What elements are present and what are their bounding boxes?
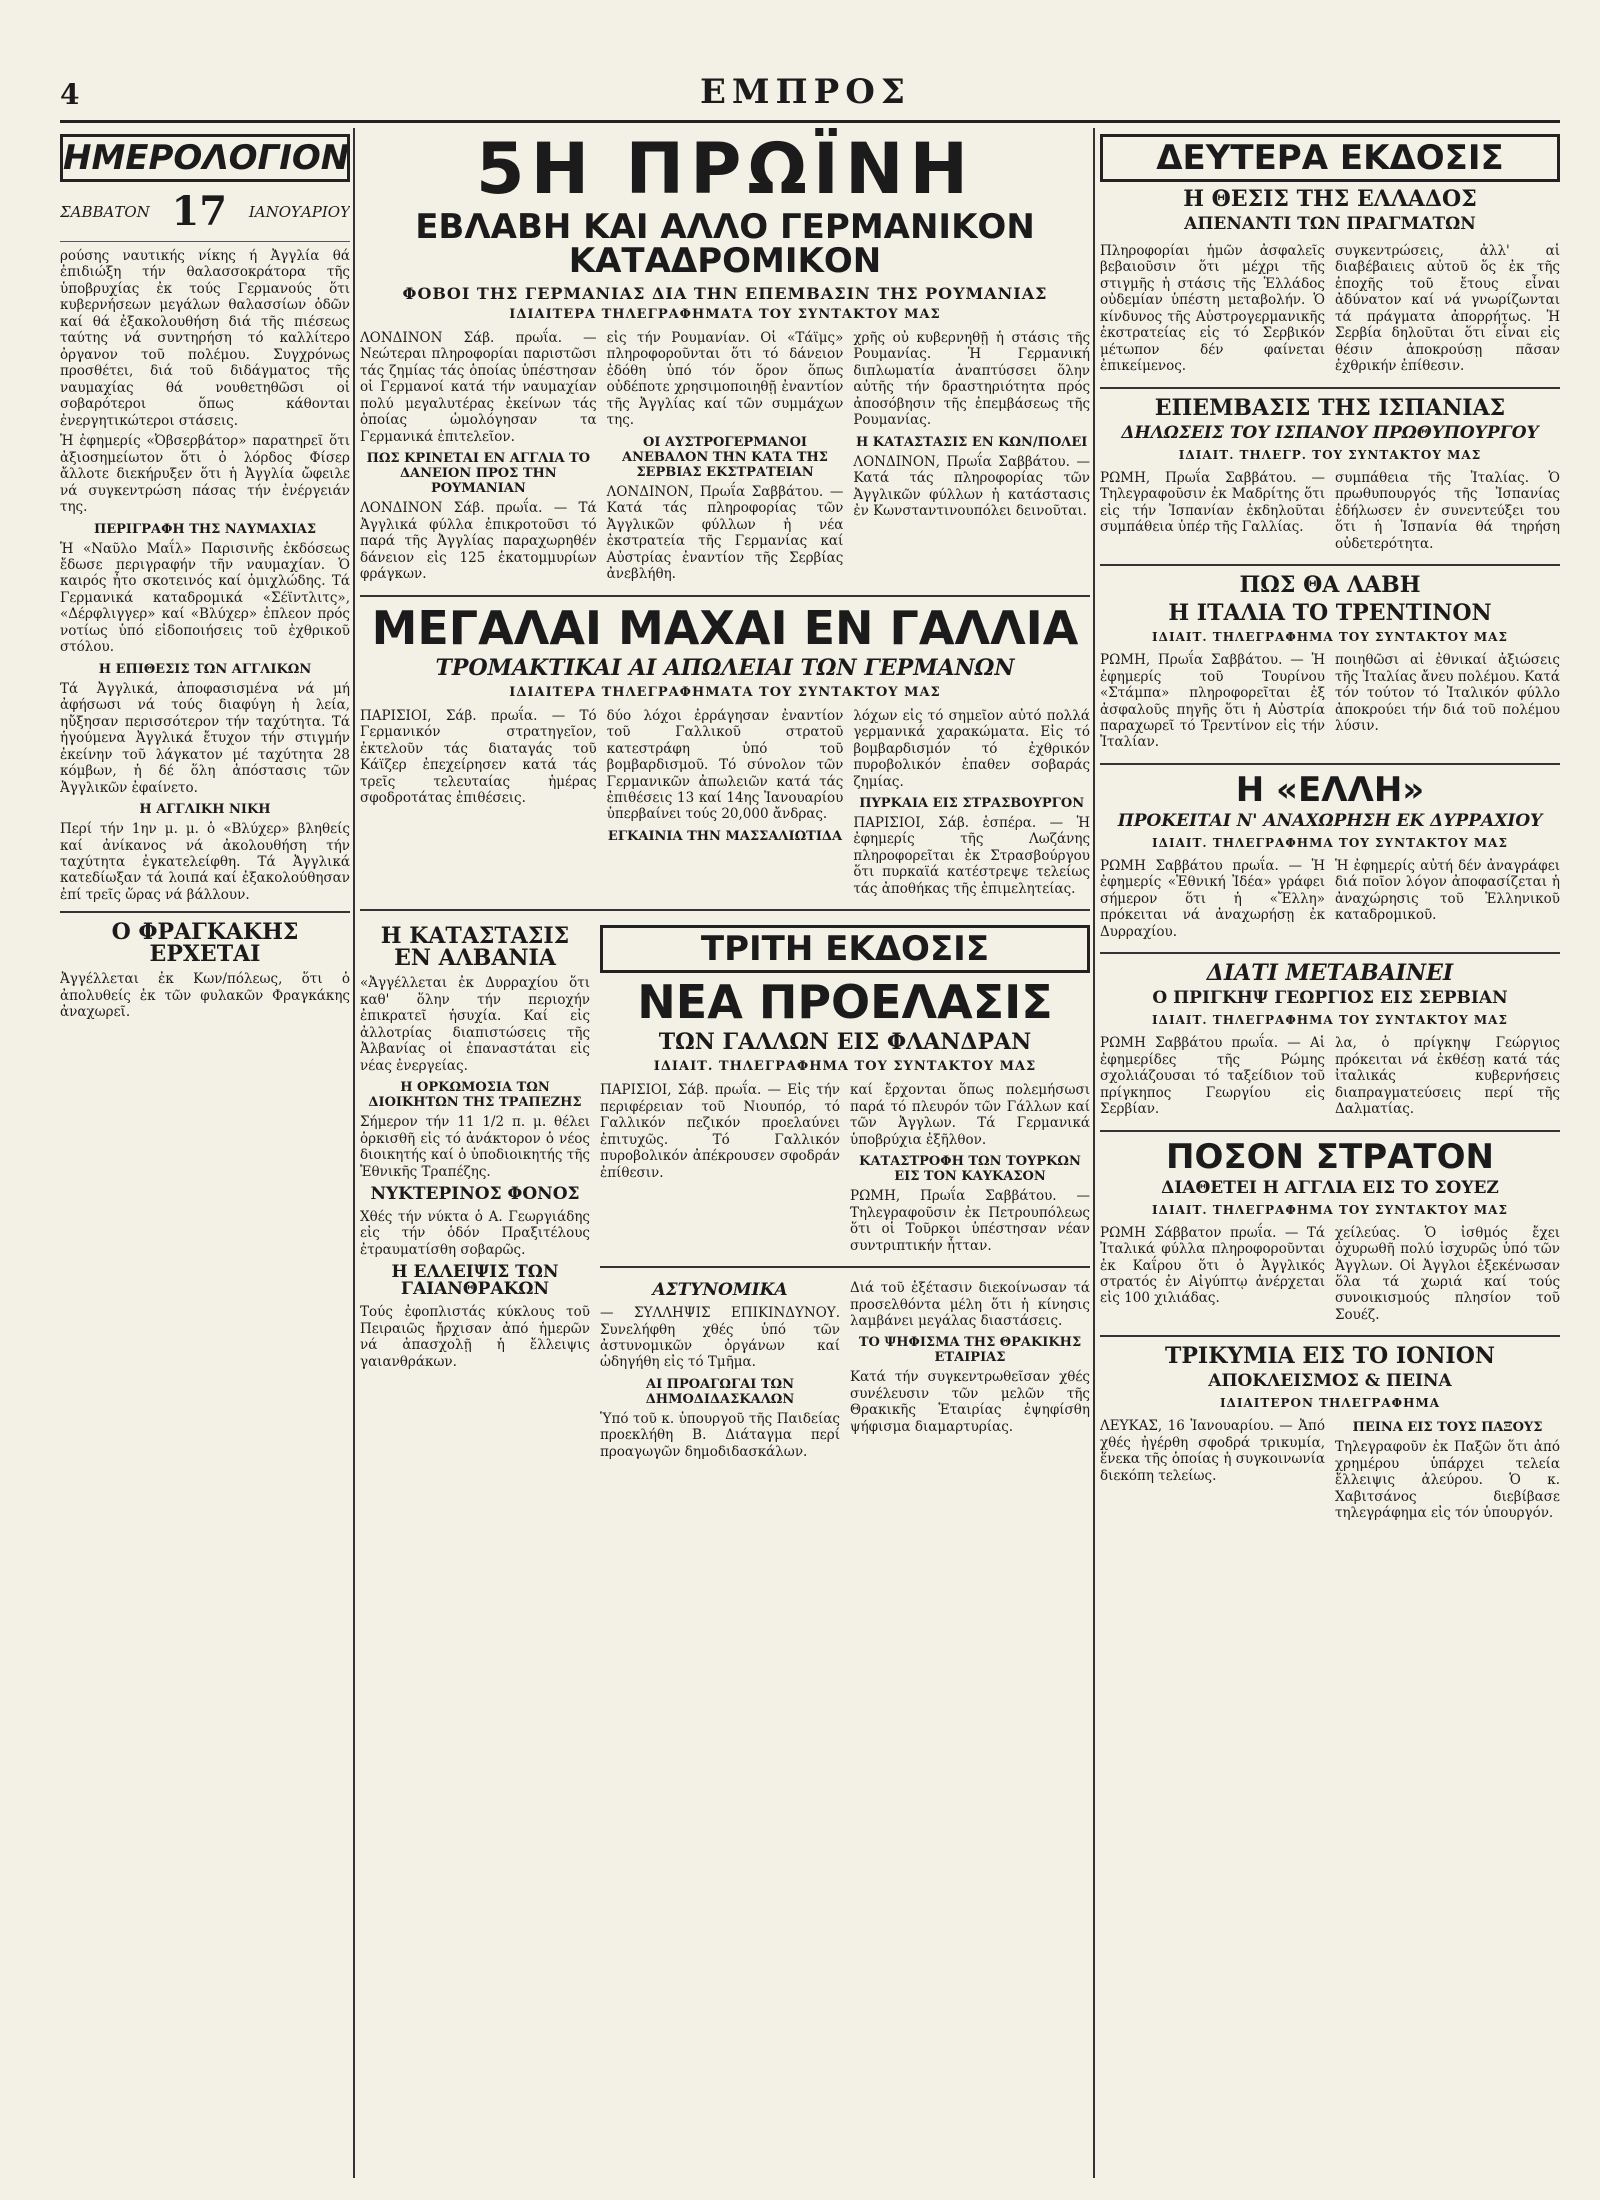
article-headline: ΠΟΣΟΝ ΣΤΡΑΤΟΝ (1166, 1136, 1494, 1177)
section-heading: ΚΑΤΑΣΤΡΟΦΗ ΤΩΝ ΤΟΥΡΚΩΝ ΕΙΣ ΤΟΝ ΚΑΥΚΑΣΟΝ (859, 1154, 1081, 1185)
telegram-label: ΙΔΙΑΙΤ. ΤΗΛΕΓΡΑΦΗΜΑ ΤΟΥ ΣΥΝΤΑΚΤΟΥ ΜΑΣ (653, 1059, 1037, 1075)
article-text: λόχων εἰς τό σημεῖον αὐτό πολλά γερμανικά χαρακώματα. Εἰς τό βομβαρδισμόν τό ἐχθρικόν πυροβολικόν ἐπαθεν σοβαράς ζημίας. (853, 707, 1090, 790)
section-heading: Η ΟΡΚΩΜΟΣΙΑ ΤΩΝ ΔΙΟΙΚΗΤΩΝ ΤΗΣ ΤΡΑΠΕΖΗΣ (368, 1080, 582, 1111)
left-column (60, 128, 350, 2178)
center-column (360, 128, 1090, 2178)
telegram-label: ΙΔΙΑΙΤ. ΤΗΛΕΓΡΑΦΗΜΑ ΤΟΥ ΣΥΝΤΑΚΤΟΥ ΜΑΣ (1152, 630, 1508, 645)
article-text: ρούσης ναυτικής νίκης ή Ἀγγλία θά ἐπιδιώξη τήν θαλασσοκράτορα τῆς ὑποβρυχίας ἐκ τούς Γερμανούς ὅτι κυβερνήσεων μεγάλων θαλασσίων ὁδῶν καί θά ἐξακολουθήση διά τῆς πιέσεως ταύτης νά συντηρήση τό καλλίτερο ὀργανον τοῦ πολέμου. Συγχρόνως προσθέτει, διά τοῦ διδάγματος τῆς ναυμαχίας θά νουθετηθῶσι οἱ σοβαρότεροι ὅπως κάθονται ἐνεργητικώτεροι στάσεις. (60, 248, 350, 429)
article-headline: ΠΩΣ ΘΑ ΛΑΒΗ (1239, 572, 1421, 599)
article-columns (1100, 466, 1560, 556)
article-text: Κατά τήν συγκεντρωθεῖσαν χθές συνέλευσιν τῶν μελῶν τῆς Θρακικῆς Ἑταιρίας ἐψηφίσθη ψήφισμα διαμαρτυρίας. (850, 1369, 1090, 1435)
article-text: Ἀγγέλλεται ἐκ Κων/πόλεως, ὅτι ὁ ἀπολυθείς ἐκ τῶν φυλακῶν Φραγκάκης ἀναχωρεῖ. (60, 971, 350, 1021)
article-text: Πληροφορίαι ἡμῶν ἀσφαλεῖς βεβαιοῦσιν ὅτι μέχρι τῆς στιγμῆς ἡ στάσις τῆς Ἑλλάδος οὐδεμίαν ὑπέστη μεταβολήν. Ὁ κίνδυνος τῆς Αὐστρογερμανικῆς ἐκστρατείας εἰς τό Σερβικόν μέτωπον δέν φαίνεται ἐπικείμενος. (1100, 243, 1325, 375)
article-text: Τά Ἀγγλικά, ἀποφασισμένα νά μή ἀφήσωσι νά τούς διαφύγη ἡ λεία, ηὔξησαν περισσότερον τήν ταχύτητα. Τά ἡγούμενα Ἀγγλικά ἔτυχον τήν στιγμήν ἐκείνην τοῦ λάγκατον μέ ταχύτητα 28 κόμβων, ἡ δέ ὅλη ἀπόστασις τῶν Ἀγγλικῶν ἐφαίνετο. (60, 680, 350, 796)
section-heading: Η ΚΑΤΑΣΤΑΣΙΣ ΕΝ ΚΩΝ/ΠΟΛΕΙ (855, 434, 1088, 450)
article-text: ΛΟΝΔΙΝΟΝ, Πρωΐα Σαββάτου. — Κατά τάς πληροφορίας τῶν Ἀγγλικῶν φύλλων ἡ νέα ἐκστρατεία τῆς Γερμανίας καί Αὐστρίας ἐναντίον τῆς Σερβίας ἀνεβλήθη. (606, 483, 844, 583)
telegram-label: ΙΔΙΑΙΤ. ΤΗΛΕΓΡΑΦΗΜΑ ΤΟΥ ΣΥΝΤΑΚΤΟΥ ΜΑΣ (1152, 1202, 1508, 1217)
article-text: «Ἀγγέλλεται ἐκ Δυρραχίου ὅτι καθ' ὅλην τήν περιοχήν ἐπικρατεῖ ἡσυχία. Καί εἰς ἀλλοτρίας διαπιστώσεις τῆς Ἀλβανίας οἱ ἐπαναστάται εἰς νέας ἐνεργείας. (360, 975, 590, 1074)
edition-headline: 5Η ΠΡΩΪΝΗ (475, 128, 975, 210)
sub-headline: Η ΙΤΑΛΙΑ ΤΟ ΤΡΕΝΤΙΝΟΝ (1168, 600, 1492, 627)
article-columns (360, 704, 1090, 902)
divider (60, 241, 350, 242)
article-text: ΛΕΥΚΑΣ, 16 Ἰανουαρίου. — Ἀπό χθές ἠγέρθη σφοδρά τρικυμία, ἕνεκα τῆς ὁποίας ἡ συγκοινωνία διεκόπη τελείως. (1100, 1418, 1325, 1484)
article-text: Σήμερον τήν 11 1/2 π. μ. θέλει ὁρκισθῆ εἰς τό ἀνάκτορον ὁ νέος διοικητής καί ὁ ὑποδιοικητής τῆς Ἐθνικῆς Τραπέζης. (360, 1114, 590, 1180)
article-headline: Ο ΦΡΑΓΚΑΚΗΣ ΕΡΧΕΤΑΙ (111, 919, 299, 968)
article-columns (360, 326, 1090, 587)
article-text: ΡΩΜΗ, Πρωΐα Σαββάτου. — Τηλεγραφοῦσιν ἐκ Πετρουπόλεως ὅτι οἱ Τοῦρκοι ὑπέστησαν νέαν συντριπτικήν ἧτταν. (850, 1188, 1090, 1254)
article-text: ΠΑΡΙΣΙΟΙ, Σάβ. πρωΐα. — Εἰς τήν περιφέρειαν τοῦ Νιουπόρ, τό Γαλλικόν πεζικόν προελαύνει ἐπιτυχῶς. Τό Γαλλικόν πυροβολικόν ἀπέκρουσεν σφοδράν ἐπίθεσιν. (600, 1082, 840, 1181)
page-number: 4 (60, 78, 80, 111)
sub-headline: ΤΡΟΜΑΚΤΙΚΑΙ ΑΙ ΑΠΩΛΕΙΑΙ ΤΩΝ ΓΕΡΜΑΝΩΝ (435, 654, 1015, 681)
article-text: — ΣΥΛΛΗΨΙΣ ΕΠΙΚΙΝΔΥΝΟΥ. Συνελήφθη χθές ὑπό τῶν ἀστυνομικῶν ὀργάνων καί ὡδηγήθη εἰς τό Τμῆμα. (600, 1305, 840, 1371)
edition-headline: ΔΕΥΤΕΡΑ ΕΚΔΟΣΙΣ (1100, 134, 1560, 182)
article-columns (1100, 1414, 1560, 1525)
article-text: συμπάθεια τῆς Ἰταλίας. Ὁ πρωθυπουργός τῆς Ἰσπανίας ἐδήλωσεν ἐν συνεντεύξει του ὅτι ἡ Ἰσπανία θά τηρήση οὐδετερότητα. (1335, 469, 1560, 552)
telegram-label: ΙΔΙΑΙΤΕΡΟΝ ΤΗΛΕΓΡΑΦΗΜΑ (1219, 1396, 1441, 1411)
article-headline: ΑΣΤΥΝΟΜΙΚΑ (652, 1280, 788, 1301)
divider (1100, 1335, 1560, 1337)
sub-headline: ΠΡΟΚΕΙΤΑΙ Ν' ΑΝΑΧΩΡΗΣΗ ΕΚ ΔΥΡΡΑΧΙΟΥ (1117, 810, 1543, 831)
weekday: ΣΑΒΒΑΤΟΝ (60, 202, 150, 221)
telegram-label: ΙΔΙΑΙΤΕΡΑ ΤΗΛΕΓΡΑΦΗΜΑΤΑ ΤΟΥ ΣΥΝΤΑΚΤΟΥ ΜΑΣ (509, 307, 941, 322)
article-text: ΠΑΡΙΣΙΟΙ, Σάβ. πρωΐα. — Τό Γερμανικόν στρατηγεῖον, ἐκτελοῦν τάς διαταγάς τοῦ Κάϊζερ ἐπεχείρησεν κατά τάς τρεῖς τελευταίας ἡμέρας σφοδροτάτας ἐπιθέσεις. (360, 707, 597, 806)
telegram-label: ΙΔΙΑΙΤΕΡΑ ΤΗΛΕΓΡΑΦΗΜΑΤΑ ΤΟΥ ΣΥΝΤΑΚΤΟΥ ΜΑΣ (509, 684, 941, 700)
section-heading: Η ΑΓΓΛΙΚΗ ΝΙΚΗ (139, 802, 271, 818)
article-text: χρῆς οὐ κυβερνηθῇ ἡ στάσις τῆς Ρουμανίας. Ἡ Γερμανική διπλωματία ἀναπτύσσει ὅλην αὐτῆς τήν δραστηριότητα πρός ἀποσόβησιν τῆς ἐπεμβάσεως τῆς Ρουμανίας. (853, 330, 1090, 429)
section-heading: ΕΓΚΑΙΝΙΑ ΤΗΝ ΜΑΣΣΑΛΙΩΤΙΔΑ (607, 828, 843, 844)
article-columns (600, 1276, 1090, 1464)
divider (60, 911, 350, 913)
sub-headline: ΤΩΝ ΓΑΛΛΩΝ ΕΙΣ ΦΛΑΝΔΡΑΝ (658, 1029, 1032, 1056)
article-text: Διά τοῦ ἐξέτασιν διεκοίνωσαν τά προσελθόντα μέλη ὅτι ἡ κίνησις λαμβάνει μεγάλας διαστάσεις. (850, 1280, 1090, 1329)
column-rule (353, 128, 355, 2178)
article-headline: ΝΕΑ ΠΡΟΕΛΑΣΙΣ (637, 975, 1053, 1030)
article-columns (1100, 854, 1560, 944)
article-headline: ΝΥΚΤΕΡΙΝΟΣ ΦΟΝΟΣ (370, 1184, 580, 1204)
article-text: ΛΟΝΔΙΝΟΝ Σάβ. πρωΐα. — Νεώτεραι πληροφορίαι παριστῶσι τάς ζημίας τάς ὁποίας ὑπέστησαν οἱ Γερμανοί κατά τήν ναυμαχίαν πολύ μεγαλυτέρας ἐκείνων τάς ὁποίας ὡμολόγησαν τα Γερμανικά ἐπιτελεῖον. (360, 330, 597, 445)
edition-headline: ΤΡΙΤΗ ΕΚΔΟΣΙΣ (600, 925, 1090, 973)
divider (1100, 564, 1560, 566)
article-text: ΡΩΜΗ, Πρωΐα Σαββάτου. — Τηλεγραφοῦσιν ἐκ Μαδρίτης ὅτι εἰς τήν Ἰσπανίαν ἐκδηλοῦται συμπάθεια ὑπέρ τῆς Γαλλίας. (1100, 469, 1325, 536)
divider (600, 1266, 1090, 1268)
section-heading: ΤΟ ΨΗΦΙΣΜΑ ΤΗΣ ΘΡΑΚΙΚΗΣ ΕΤΑΙΡΙΑΣ (858, 1335, 1082, 1366)
lower-center (360, 919, 1090, 1464)
article-columns (1100, 1221, 1560, 1328)
masthead (60, 60, 1560, 120)
article-headline: Η ΕΛΛΕΙΨΙΣ ΤΩΝ ΓΑΙΑΝΘΡΑΚΩΝ (391, 1262, 559, 1300)
article-text: ΛΟΝΔΙΝΟΝ Σάβ. πρωΐα. — Τά Ἀγγλικά φύλλα ἐπικροτοῦσι τό παρά τῆς Ἀγγλίας παραχωρηθέν δάνειον εἰς 125 ἑκατομμυρίων φράγκων. (360, 500, 597, 583)
divider (1100, 387, 1560, 389)
telegram-label: ΙΔΙΑΙΤ. ΤΗΛΕΓΡΑΦΗΜΑ ΤΟΥ ΣΥΝΤΑΚΤΟΥ ΜΑΣ (1152, 835, 1508, 850)
section-heading: ΠΩΣ ΚΡΙΝΕΤΑΙ ΕΝ ΑΓΓΛΙΑ ΤΟ ΔΑΝΕΙΟΝ ΠΡΟΣ ΤΗΝ ΡΟΥΜΑΝΙΑΝ (366, 451, 591, 497)
article-text: συγκεντρώσεις, ἀλλ' αἱ διαβέβαιεις αὐτοῦ ὅς ἐκ τῆς ἐποχῆς τοῦ ἔτους εἶναι ἀδύνατον καί νά γνωρίζωνται τά πράγματα ἀπορρήτως. Ἡ Σερβία δηλοῦται ὅτι εἶναι εἰς θέσιν ἀποκρούσῃ πᾶσαν ἐχθρικήν ἐπίθεσιν. (1335, 243, 1560, 375)
article-columns (1100, 648, 1560, 755)
article-columns (1100, 239, 1560, 379)
article-headline: Η ΚΑΤΑΣΤΑΣΙΣ ΕΝ ΑΛΒΑΝΙΑ (380, 923, 570, 972)
telegram-label: ΙΔΙΑΙΤ. ΤΗΛΕΓΡ. ΤΟΥ ΣΥΝΤΑΚΤΟΥ ΜΑΣ (1178, 447, 1482, 462)
sub-headline: ΔΗΛΩΣΕΙΣ ΤΟΥ ΙΣΠΑΝΟΥ ΠΡΩΘΥΠΟΥΡΓΟΥ (1121, 422, 1539, 443)
month: ΙΑΝΟΥΑΡΙΟΥ (248, 202, 350, 221)
day-number: 17 (171, 188, 228, 235)
article-columns (1100, 1031, 1560, 1121)
divider (1100, 763, 1560, 765)
article-headline: ΔΙΑΤΙ ΜΕΤΑΒΑΙΝΕΙ (1206, 960, 1454, 987)
main-headline: ΕΒΛΑΒΗ ΚΑΙ ΑΛΛΟ ΓΕΡΜΑΝΙΚΟΝ ΚΑΤΑΔΡΟΜΙΚΟΝ (415, 207, 1035, 281)
sub-headline: ΔΙΑΘΕΤΕΙ Η ΑΓΓΛΙΑ ΕΙΣ ΤΟ ΣΟΥΕΖ (1161, 1177, 1499, 1198)
article-text: καί ἔρχονται ὅπως πολεμήσωσι παρά τό πλευρόν τῶν Γάλλων καί τῶν Ἀγγλων. Τά Γερμανικά ὑποβρύχια ἐξῆλθον. (850, 1082, 1090, 1148)
section-heading: ΠΥΡΚΑΙΑ ΕΙΣ ΣΤΡΑΣΒΟΥΡΓΟΝ (859, 795, 1085, 811)
column-rule (1093, 128, 1095, 2178)
article-text: ΛΟΝΔΙΝΟΝ, Πρωΐα Σαββάτου. — Κατά τάς πληροφορίας τῶν Ἀγγλικῶν φύλλων ἡ κατάστασις ἐν Κωνσταντινουπόλει δεινοῦται. (853, 453, 1090, 520)
sub-headline: ΑΠΟΚΛΕΙΣΜΟΣ & ΠΕΙΝΑ (1208, 1371, 1452, 1392)
newspaper-title: ΕΜΠΡΟΣ (700, 72, 911, 112)
section-heading: ΟΙ ΑΥΣΤΡΟΓΕΡΜΑΝΟΙ ΑΝΕΒΑΛΟΝ ΤΗΝ ΚΑΤΑ ΤΗΣ ΣΕΡΒΙΑΣ ΕΚΣΤΡΑΤΕΙΑΝ (622, 434, 828, 480)
article-text: χείλεύας. Ὁ ἰσθμός ἔχει ὀχυρωθῆ πολύ ἰσχυρῶς ὑπό τῶν Ἀγγλων. Οἱ Ἀγγλοι ἐξεκένωσαν ὅλα τά χωριά καί τούς συνοικισμούς πλησίον τοῦ Σουέζ. (1335, 1224, 1560, 1323)
section-heading: ΠΕΡΙΓΡΑΦΗ ΤΗΣ ΝΑΥΜΑΧΙΑΣ (93, 521, 317, 537)
article-text: ΡΩΜΗ Σαββάτου πρωΐα. — Ἡ ἐφημερίς «Ἐθνική Ἰδέα» γράφει σήμερον ὅτι ἡ «Ἔλλη» πρόκειται νά ἀναχωρήσῃ ἐκ Δυρραχίου. (1100, 857, 1325, 940)
divider (360, 595, 1090, 597)
article-headline: ΕΠΕΜΒΑΣΙΣ ΤΗΣ ΙΣΠΑΝΙΑΣ (1154, 394, 1506, 421)
divider (360, 909, 1090, 911)
article-columns (600, 1078, 1090, 1258)
issue-date (60, 188, 350, 235)
article-text: Τηλεγραφοῦν ἐκ Παξῶν ὅτι ἀπό χρημέρου ὑπάρχει τελεία ἔλλειψις ἀλεύρου. Ὁ κ. Χαβιτσάνος διεβίβασε τηλεγράφημα εἰς τόν ὑπουργόν. (1335, 1439, 1560, 1522)
article-headline: Η «ΕΛΛΗ» (1235, 769, 1425, 810)
article-text: ΠΑΡΙΣΙΟΙ, Σάβ. ἑσπέρα. — Ἡ ἐφημερίς τῆς Λωζάνης πληροφορεῖται ἐκ Στρασβούργου ὅτι πυρκαϊά κατέστρεψε τελείως τάς ἀποθήκας τῆς ἐπιμελητείας. (853, 814, 1090, 897)
article-text: Τούς ἐφοπλιστάς κύκλους τοῦ Πειραιῶς ἤρχισαν ἀπό ἡμερῶν νά ἀπασχολῇ ἡ ἔλλειψις γαιανθράκων. (360, 1304, 590, 1370)
article-text: λα, ὁ πρίγκηψ Γεώργιος πρόκειται νά ἐκθέσῃ κατά τάς ἰταλικάς κυβερνήσεις διαπραγματεύσεις περί τῆς Δαλματίας. (1335, 1035, 1560, 1118)
telegram-label: ΙΔΙΑΙΤ. ΤΗΛΕΓΡΑΦΗΜΑ ΤΟΥ ΣΥΝΤΑΚΤΟΥ ΜΑΣ (1152, 1013, 1508, 1028)
article-text: Ἡ ἐφημερίς «Ὀβσερβάτορ» παρατηρεῖ ὅτι ἀξιοσημείωτον ὅτι ὁ λόρδος Φίσερ ἄλλοτε διεκήρυξεν ὅτι ἡ Ἀγγλία ὤφειλε νά συγκεντρώση πάσας τήν ἐνέργειάν της. (60, 433, 350, 516)
article-text: ΡΩΜΗ, Πρωΐα Σαββάτου. — Ἡ ἐφημερίς τοῦ Τουρίνου «Στάμπα» πληροφορεῖται ἐξ ἀσφαλοῦς πηγῆς ὅτι ἡ Αὐστρία παραχωρεῖ τό Τρεντίνον εἰς τήν Ἰταλίαν. (1100, 652, 1325, 751)
section-heading: Η ΕΠΙΘΕΣΙΣ ΤΩΝ ΑΓΓΛΙΚΩΝ (98, 661, 312, 677)
right-column (1100, 128, 1560, 2178)
sub-headline: ΦΟΒΟΙ ΤΗΣ ΓΕΡΜΑΝΙΑΣ ΔΙΑ ΤΗΝ ΕΠΕΜΒΑΣΙΝ ΤΗΣ ΡΟΥΜΑΝΙΑΣ (402, 284, 1048, 303)
section-heading: ΑΙ ΠΡΟΑΓΩΓΑΙ ΤΩΝ ΔΗΜΟΔΙΔΑΣΚΑΛΩΝ (645, 1376, 795, 1407)
article-headline: Η ΘΕΣΙΣ ΤΗΣ ΕΛΛΑΔΟΣ (1183, 186, 1477, 212)
article-text: Περί τήν 1ην μ. μ. ὁ «Βλύχερ» βληθείς καί ἀνίκανος νά ἀκολουθήση τήν ταχύτητα ἐγκατελείφθη. Τά Ἀγγλικά κατεδίωξαν τά λοιπά καί ἐξακολούθησαν ἐπί τρεῖς ὥρας νά βάλλουν. (60, 821, 350, 903)
article-text: ΡΩΜΗ Σαββάτου πρωΐα. — Αἱ ἐφημερίδες τῆς Ρώμης σχολιάζουσαι τό ταξείδιον τοῦ πρίγκηπος Γεωργίου εἰς Σερβίαν. (1100, 1035, 1325, 1118)
article-text: Χθές τήν νύκτα ὁ Α. Γεωργιάδης εἰς τήν ὁδόν Πραξιτέλους ἐτραυματίσθη σοβαρῶς. (360, 1209, 590, 1258)
article-text: Ὑπό τοῦ κ. ὑπουργοῦ τῆς Παιδείας προεκλήθη Β. Διάταγμα περί προαγωγῶν δημοδιδασκάλων. (600, 1410, 840, 1460)
article-text: δύο λόχοι ἐρράγησαν ἐναντίον τοῦ Γαλλικοῦ στρατοῦ κατεστράφη ὑπό τοῦ βομβαρδισμοῦ. Τό σύνολον τῶν Γερμανικῶν ἀπωλειῶν κατά τάς ἐπιθέσεις 13 καί 14ης Ἰανουαρίου ὑπερβαίνει τούς 20,000 ἄνδρας. (606, 707, 844, 823)
article-text: Ἡ «Ναῦλο Μαΐλ» Παρισινῆς ἐκδόσεως ἔδωσε περιγραφήν τῆν ναυμαχίαν. Ὁ καιρός ἦτο σκοτεινός καί ὁμιχλώδης. Τά Γερμανικά καταδρομικά «Σέϊντλιτς», «Δέρφλιγγερ» καί «Βλύχερ» ἐπλεον πρός νοτίως ὑπό εἰδοποιήσεις τοῦ ἐχθρικοῦ στόλου. (60, 540, 350, 656)
article-text: εἰς τήν Ρουμανίαν. Οἱ «Τάϊμς» πληροφοροῦνται ὅτι τό δάνειον ἐδόθη ὑπό τόν ὅρον ὅπως οὐδέποτε χρησιμοποιηθῇ ἐναντίον τῆς Ἀγγλίας καί τῶν συμμάχων της. (606, 330, 844, 429)
article-headline: ΤΡΙΚΥΜΙΑ ΕΙΣ ΤΟ ΙΟΝΙΟΝ (1165, 1343, 1495, 1370)
article-text: ποιηθῶσι αἱ ἐθνικαί ἀξιώσεις τῆς Ἰταλίας ἄνευ πολέμου. Κατά τόν τούτον τό Ἰταλικόν φύλλο ἀποκρούει τήν διά τοῦ πολέμου λύσιν. (1335, 652, 1560, 734)
article-text: Ἡ ἐφημερίς αὐτή δέν ἀναγράφει διά ποῖον λόγον ἀποφασίζεται ἡ ἀναχώρησις τοῦ Ἑλληνικοῦ καταδρομικοῦ. (1335, 857, 1560, 924)
article-headline: ΜΕΓΑΛΑΙ ΜΑΧΑΙ ΕΝ ΓΑΛΛΙΑ (371, 600, 1079, 655)
divider (1100, 1130, 1560, 1132)
divider (1100, 952, 1560, 954)
article-text: ΡΩΜΗ Σάββατον πρωΐα. — Τά Ἰταλικά φύλλα πληροφοροῦνται ἐκ Καΐρου ὅτι ὁ Ἀγγλικός στρατός ἐν Αἰγύπτῳ ἀνέρχεται εἰς 100 χιλιάδας. (1100, 1224, 1325, 1307)
sub-headline: Ο ΠΡΙΓΚΗΨ ΓΕΩΡΓΙΟΣ ΕΙΣ ΣΕΡΒΙΑΝ (1152, 988, 1508, 1009)
sub-headline: ΑΠΕΝΑΝΤΙ ΤΩΝ ΠΡΑΓΜΑΤΩΝ (1184, 214, 1476, 234)
calendar-title: ΗΜΕΡΟΛΟΓΙΟΝ (60, 134, 350, 182)
section-heading: ΠΕΙΝΑ ΕΙΣ ΤΟΥΣ ΠΑΞΟΥΣ (1352, 1420, 1543, 1436)
masthead-rule (60, 120, 1560, 123)
